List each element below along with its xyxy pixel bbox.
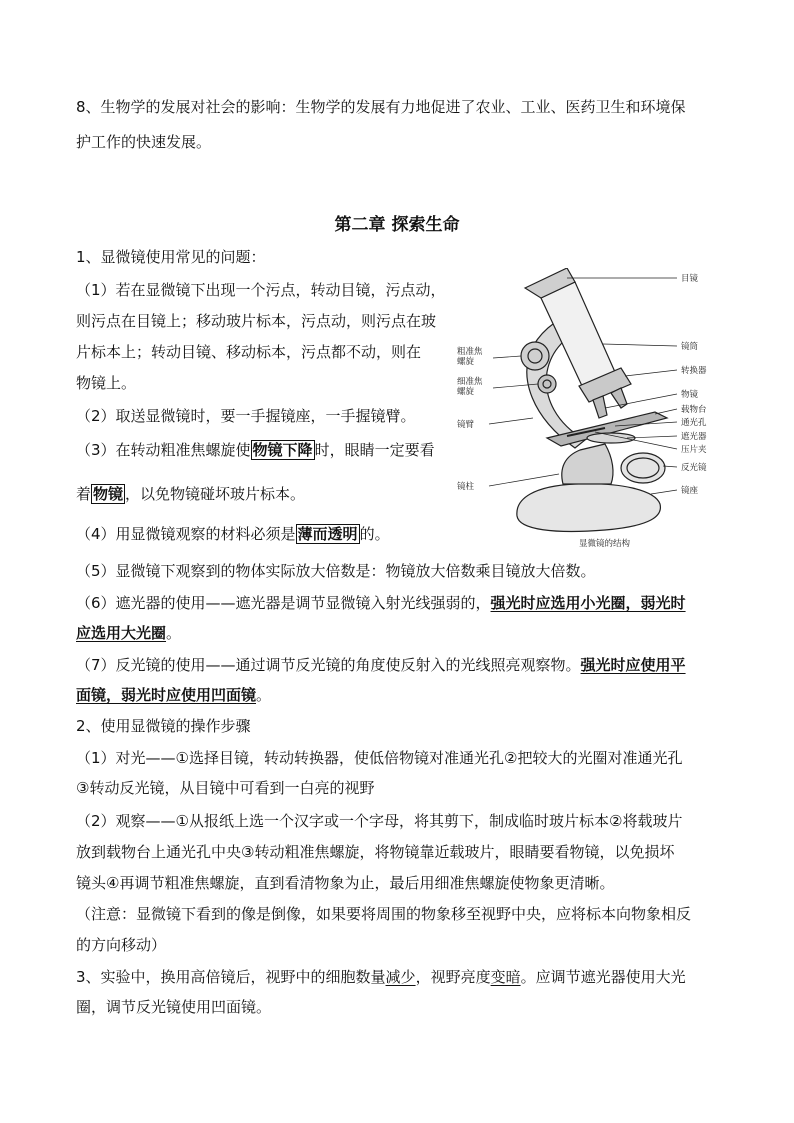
- s3-line-2: 圈，调节反光镜使用凹面镜。: [76, 998, 272, 1016]
- s1-item-2: （2）取送显微镜时，要一手握镜座，一手握镜臂。: [76, 407, 416, 425]
- label-tube: 镜筒: [681, 342, 699, 352]
- s2-item-2-line-2: 放到载物台上通光孔中央③转动粗准焦螺旋，将物镜靠近载玻片，眼睛要看物镜，以免损坏: [76, 843, 675, 861]
- s2-item-2-line-3: 镜头④再调节粗准焦螺旋，直到看清物象为止，最后用细准焦螺旋使物象更清晰。: [76, 874, 615, 892]
- s2-item-1-line-1: （1）对光——①选择目镜，转动转换器，使低倍物镜对准通光孔②把较大的光圈对准通光孔: [76, 749, 683, 767]
- s1-item-3-l2-post: ，以免物镜碰坏玻片标本。: [125, 485, 306, 503]
- s3-post: 。应调节遮光器使用大光: [520, 968, 686, 986]
- para-8-line-1: 8、生物学的发展对社会的影响：生物学的发展有力地促进了农业、工业、医药卫生和环境保: [76, 98, 686, 116]
- microscope-figure: [455, 268, 725, 558]
- label-arm: 镜臂: [457, 420, 475, 430]
- section-1-heading: 1、显微镜使用常见的问题：: [76, 248, 266, 266]
- figure-caption: 显微镜的结构: [579, 539, 631, 549]
- label-fine-2: 螺旋: [457, 387, 475, 397]
- fine-knob-shape: [538, 375, 556, 393]
- s1-item-6-pre: （6）遮光器的使用——遮光器是调节显微镜入射光线强弱的，: [76, 594, 491, 612]
- label-eyepiece: 目镜: [681, 274, 699, 284]
- s1-item-3-pre: （3）在转动粗准焦螺旋使: [76, 441, 251, 459]
- s3-underline-decrease: 减少: [385, 968, 416, 986]
- base-shape: [517, 484, 661, 532]
- s1-item-5: （5）显微镜下观察到的物体实际放大倍数是：物镜放大倍数乘目镜放大倍数。: [76, 562, 596, 580]
- label-pillar: 镜柱: [457, 482, 475, 492]
- s1-item-1-line-3: 片标本上；转动目镜、移动标本，污点都不动，则在: [76, 343, 422, 361]
- s2-note-line-2: 的方向移动）: [76, 936, 167, 954]
- s2-note-line-1: （注意：显微镜下看到的像是倒像，如果要将周围的物象移至视野中央，应将标本向物象相反: [76, 905, 692, 923]
- s3-mid: ，视野亮度: [415, 968, 491, 986]
- s1-item-4-pre: （4）用显微镜观察的材料必须是: [76, 525, 296, 543]
- s1-item-6-line-2: [76, 622, 181, 644]
- s1-item-4-post: 的。: [359, 525, 390, 543]
- s1-item-3-line-1: [76, 439, 435, 461]
- s1-item-7-emphasis-1: 强光时应使用平: [580, 656, 686, 674]
- s2-item-1-line-2: ③转动反光镜，从目镜中可看到一白亮的视野: [76, 779, 375, 797]
- s1-item-1-line-4: 物镜上。: [76, 374, 137, 392]
- label-coarse-2: 螺旋: [457, 357, 475, 367]
- s1-item-7-emphasis-2: 面镜，弱光时应使用凹面镜: [76, 686, 257, 704]
- pillar-shape: [562, 444, 613, 484]
- label-mirror: 反光镜: [681, 463, 707, 473]
- s2-item-2-line-1: （2）观察——①从报纸上选一个汉字或一个字母，将其剪下，制成临时玻片标本②将载玻片: [76, 812, 683, 830]
- s1-item-3-post: 时，眼睛一定要看: [314, 441, 435, 459]
- s1-item-3-l2-pre: 着: [76, 485, 92, 503]
- s1-item-7-line-2: [76, 684, 271, 706]
- s1-item-7-end: 。: [256, 686, 272, 704]
- boxed-term-objective-down: 物镜下降: [252, 441, 313, 459]
- s1-item-6-end: 。: [166, 624, 182, 642]
- s1-item-6-line-1: [76, 592, 686, 614]
- s1-item-3-line-2: [76, 483, 305, 505]
- s1-item-7-pre: （7）反光镜的使用——通过调节反光镜的角度使反射入的光线照亮观察物。: [76, 656, 581, 674]
- s1-item-1-line-1: （1）若在显微镜下出现一个污点，转动目镜，污点动，: [76, 281, 446, 299]
- label-clip: 压片夹: [681, 445, 707, 455]
- coarse-knob-shape: [521, 342, 549, 370]
- label-diaphragm: 遮光器: [681, 432, 707, 442]
- label-nosepiece: 转换器: [681, 366, 707, 376]
- section-2-heading: 2、使用显微镜的操作步骤: [76, 717, 251, 735]
- label-fine-1: 细准焦: [457, 377, 483, 387]
- s3-line-1: [76, 966, 686, 988]
- s1-item-1-line-2: 则污点在目镜上；移动玻片标本，污点动，则污点在玻: [76, 312, 437, 330]
- s1-item-7-line-1: [76, 654, 686, 676]
- objective-shape: [593, 396, 607, 418]
- s1-item-6-emphasis-1: 强光时应选用小光圈，弱光时: [490, 594, 686, 612]
- para-8-line-2: 护工作的快速发展。: [76, 133, 212, 151]
- label-objective: 物镜: [681, 390, 699, 400]
- boxed-term-thin-transparent: 薄而透明: [297, 525, 358, 543]
- label-aperture: 通光孔: [681, 418, 707, 428]
- label-stage: 载物台: [681, 405, 707, 415]
- label-coarse-1: 粗准焦: [457, 347, 483, 357]
- s3-underline-darker: 变暗: [490, 968, 521, 986]
- chapter-title: 第二章 探索生命: [334, 215, 460, 235]
- s1-item-4: [76, 523, 390, 545]
- s1-item-6-emphasis-2: 应选用大光圈: [76, 624, 167, 642]
- boxed-term-objective: 物镜: [93, 485, 124, 503]
- s3-pre: 3、实验中，换用高倍镜后，视野中的细胞数量: [76, 968, 386, 986]
- label-base: 镜座: [681, 486, 699, 496]
